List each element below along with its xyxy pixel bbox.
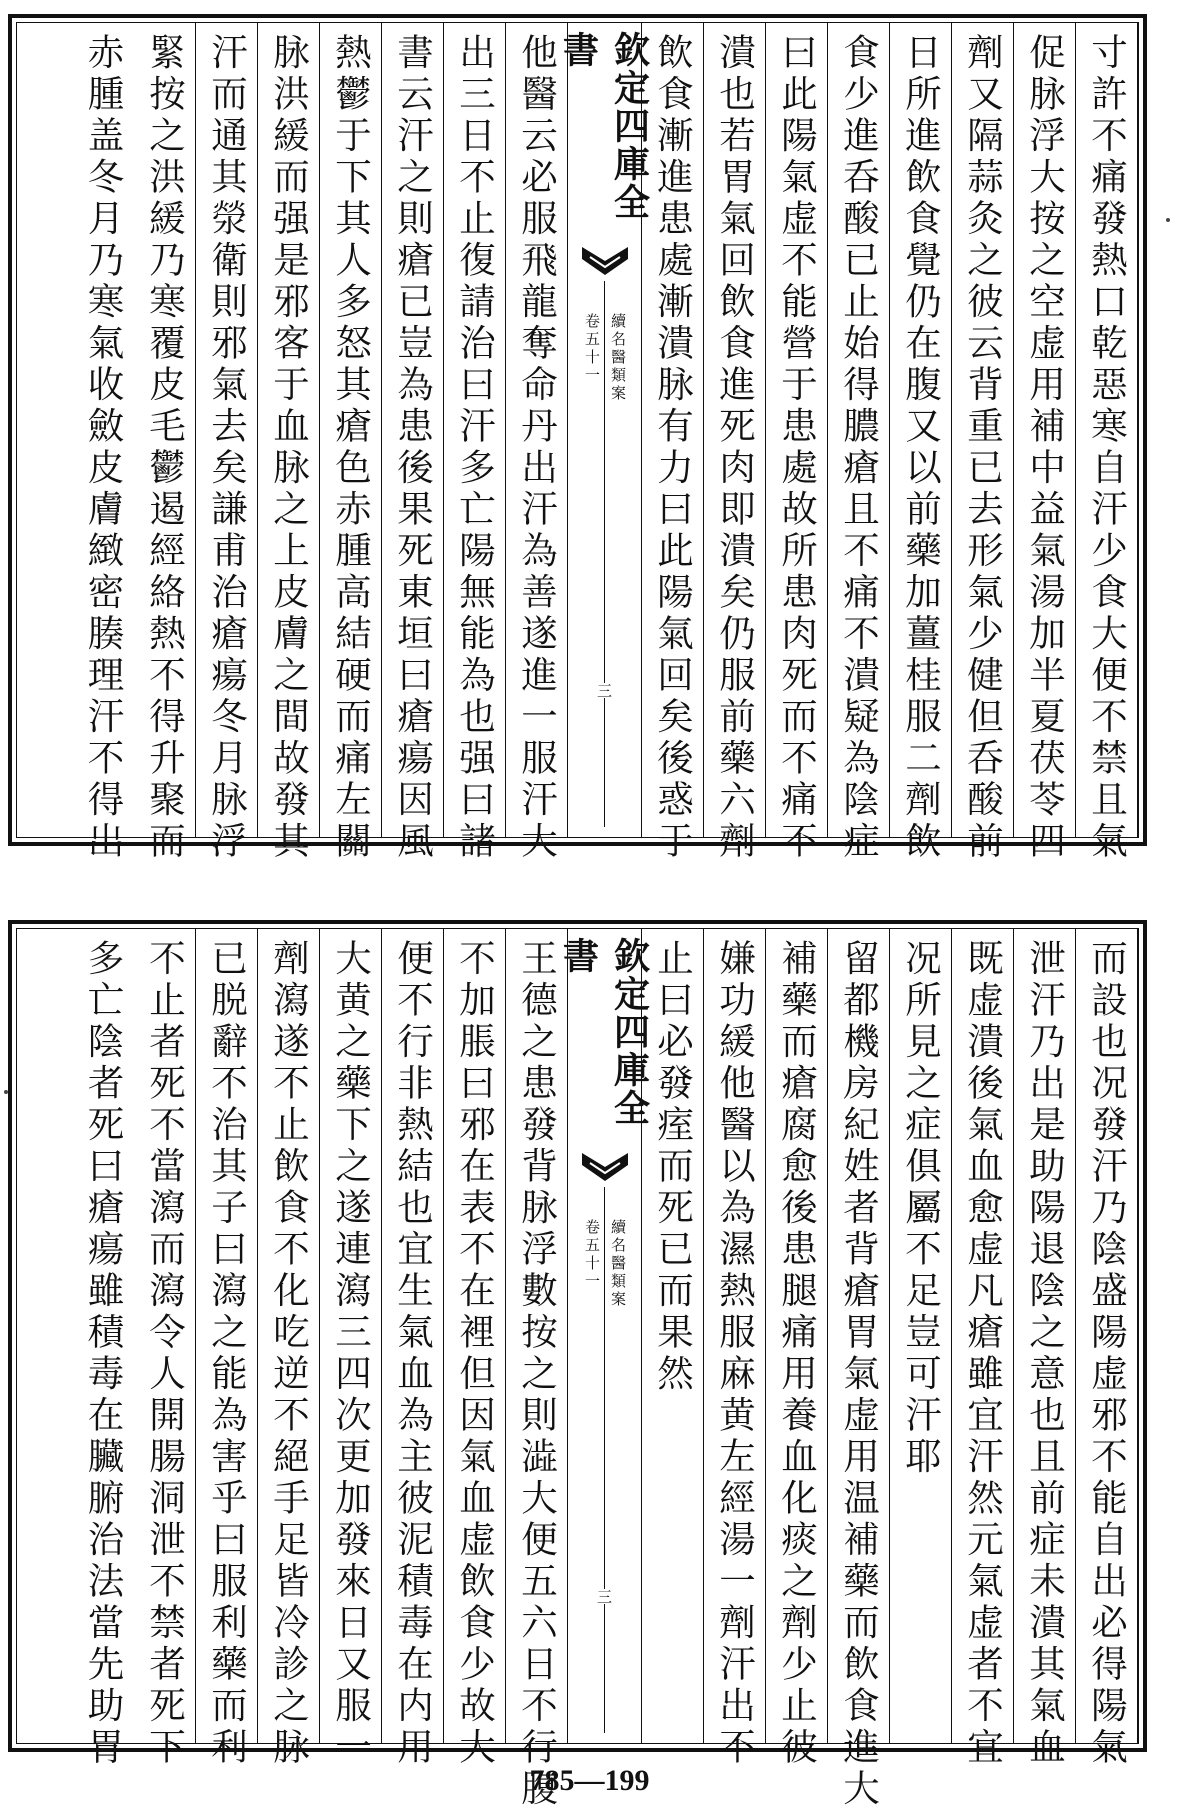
text-column	[1076, 929, 1138, 1769]
top-page-frame	[16, 22, 1139, 863]
text-column	[320, 23, 382, 863]
text-column	[444, 929, 506, 1769]
column-text: 潰也若胃氣回飲食進死肉即潰矣仍服前藥六劑	[713, 33, 757, 863]
text-column	[382, 23, 444, 863]
scan-speck	[4, 1090, 8, 1094]
column-text: 脉洪緩而强是邪客于血脉之上皮膚之間故發其	[267, 33, 311, 863]
column-text: 熱鬱于下其人多怒其瘡色赤腫高結硬而痛左關	[329, 33, 373, 863]
volume-label: 卷五十一	[583, 313, 601, 385]
text-column	[134, 929, 196, 1769]
center-fold	[557, 23, 651, 837]
scan-speck	[1166, 218, 1170, 222]
column-text: 補藥而瘡腐愈後患腿痛用養血化痰之劑少止彼	[775, 939, 819, 1769]
column-text: 緊按之洪緩乃寒覆皮毛鬱遏經絡熱不得升聚而	[143, 33, 187, 863]
column-text: 寸許不痛發熱口乾惡寒自汗少食大便不禁且氣	[1085, 33, 1129, 863]
column-text: 日所進飲食覺仍在腹又以前藥加薑桂服二劑飲	[899, 33, 943, 863]
center-fold	[557, 929, 651, 1743]
page-number: 785—199	[529, 1764, 650, 1797]
fold-line	[604, 281, 605, 827]
column-text: 泄汗乃出是助陽退陰之意也且前症未潰其氣血	[1023, 939, 1067, 1769]
column-text: 不加脹曰邪在表不在裡但因氣血虚飲食少故大	[453, 939, 497, 1769]
text-column	[1076, 23, 1138, 863]
folio-number: 三	[595, 683, 613, 698]
text-column	[72, 929, 134, 1769]
column-text: 飲食漸進患處漸潰脉有力曰此陽氣回矣後惑于	[651, 33, 695, 863]
column-text: 汗而通其滎衛則邪氣去矣謙甫治瘡瘍冬月脉浮	[205, 33, 249, 863]
column-text: 而設也况發汗乃陰盛陽虚邪不能自出必得陽氣	[1085, 939, 1129, 1769]
column-text: 嫌功緩他醫以為濕熱服麻黄左經湯一劑汗出不	[713, 939, 757, 1769]
text-column	[1014, 23, 1076, 863]
fish-tail-ornament-icon	[580, 245, 630, 279]
series-title: 欽定四庫全書	[557, 937, 651, 1127]
column-text: 他醫云必服飛龍奪命丹出汗為善遂進一服汗大	[515, 33, 559, 863]
fold-line	[604, 1187, 605, 1733]
fish-tail-ornament-icon	[580, 1151, 630, 1185]
text-column	[258, 23, 320, 863]
column-text: 大黄之藥下之遂連瀉三四次更加發來日又服一	[329, 939, 373, 1769]
text-column	[196, 23, 258, 863]
column-text: 王德之患發背脉浮數按之則澁大便五六日不行腹	[515, 939, 559, 1811]
text-column	[828, 23, 890, 863]
text-column	[134, 23, 196, 863]
column-text: 止曰必發痓而死已而果然	[651, 939, 695, 1396]
column-text: 曰此陽氣虚不能營于患處故所患肉死而不痛不	[775, 33, 819, 863]
text-column	[828, 929, 890, 1811]
column-text: 赤腫盖冬月乃寒氣收斂皮膚緻密腠理汗不得出	[82, 33, 125, 863]
column-text: 劑又隔蒜灸之彼云背重已去形氣少健但呑酸前	[961, 33, 1005, 863]
column-text: 况所見之症俱屬不足豈可汗耶	[899, 939, 943, 1479]
top-page	[8, 14, 1147, 863]
folio-number: 三	[595, 1589, 613, 1604]
column-text: 促脉浮大按之空虚用補中益氣湯加半夏茯苓四	[1023, 33, 1067, 863]
text-column	[952, 23, 1014, 863]
text-column	[704, 23, 766, 863]
text-column	[952, 929, 1014, 1769]
column-text: 既虚潰後氣血愈虚凡瘡雖宜汗然元氣虚者不宜	[961, 939, 1005, 1769]
text-column	[320, 929, 382, 1769]
text-column	[890, 23, 952, 863]
text-column	[72, 23, 134, 863]
column-text: 多亡陰者死曰瘡瘍雖積毒在臟腑治法當先助胃	[82, 939, 125, 1769]
volume-label: 卷五十一	[583, 1219, 601, 1291]
book-title: 續名醫類案	[609, 1219, 627, 1309]
series-title: 欽定四庫全書	[557, 31, 651, 221]
text-column	[382, 929, 444, 1769]
column-text: 食少進呑酸已止始得膿瘡且不痛不潰疑為陰症	[837, 33, 881, 863]
column-text: 留都機房紀姓者背瘡胃氣虚用温補藥而飲食進大	[837, 939, 881, 1811]
book-title: 續名醫類案	[609, 313, 627, 403]
column-text: 已脱辭不治其子曰瀉之能為害乎曰服利藥而利	[205, 939, 249, 1769]
text-column	[1014, 929, 1076, 1769]
text-column	[444, 23, 506, 863]
column-text: 不止者死不當瀉而瀉令人開腸洞泄不禁者死下	[143, 939, 187, 1769]
text-column	[890, 929, 952, 1743]
column-text: 劑瀉遂不止飲食不化吃逆不絕手足皆冷診之脉	[267, 939, 311, 1769]
text-column	[704, 929, 766, 1769]
column-text: 書云汗之則瘡已豈為患後果死東垣曰瘡瘍因風	[391, 33, 435, 863]
column-text: 便不行非熱結也宜生氣血為主彼泥積毒在内用	[391, 939, 435, 1769]
text-column	[258, 929, 320, 1769]
text-column	[196, 929, 258, 1769]
column-text: 出三日不止復請治曰汗多亡陽無能為也强曰諸	[453, 33, 497, 863]
text-column	[766, 23, 828, 863]
text-column	[766, 929, 828, 1769]
